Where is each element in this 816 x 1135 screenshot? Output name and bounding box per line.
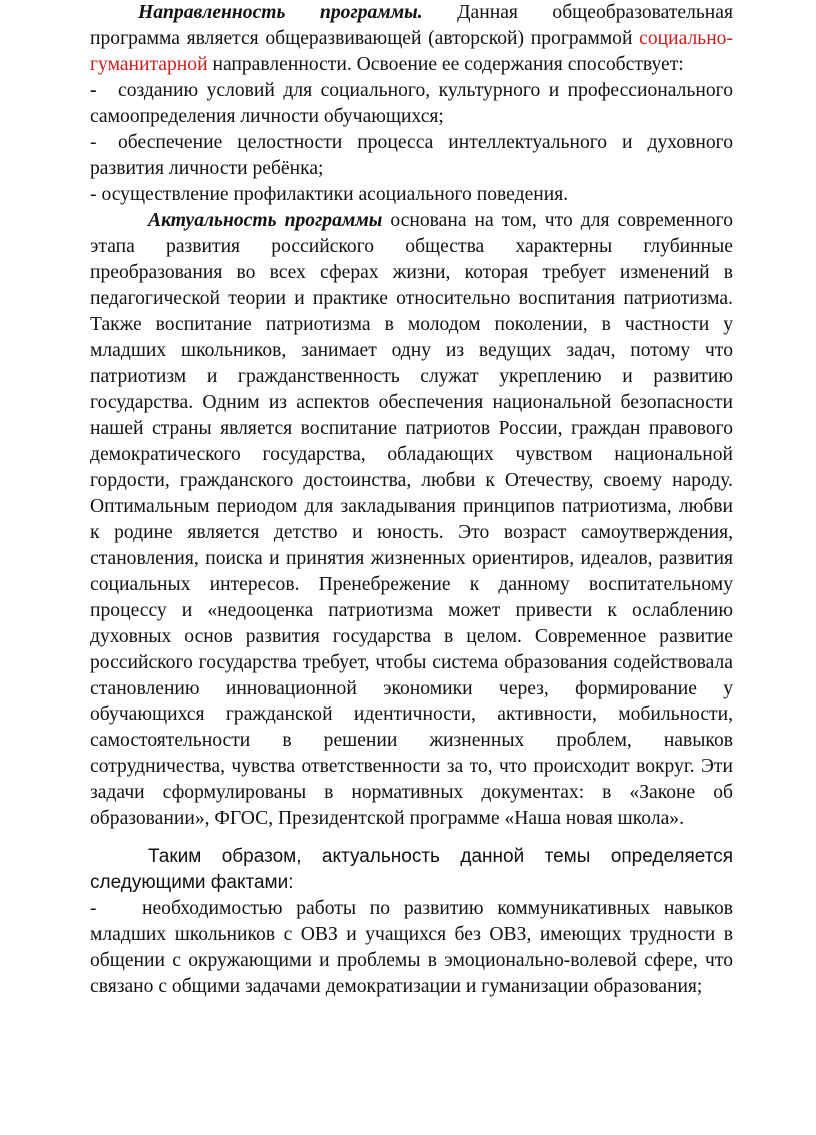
relevance-paragraph	[90, 208, 733, 832]
document-page	[90, 0, 733, 1000]
facts-item-text: необходимостью работы по развитию коммуникативных навыков младших школьников с ОВЗ и учащихся без ОВЗ, имеющих трудности в общении с окружающими и проблемы в эмоционально-волевой сфере, что связано с общими задачами демократизации и гуманизации образования;	[90, 898, 733, 997]
direction-item-text: осуществление профилактики асоциального поведения.	[101, 184, 569, 205]
direction-item-2	[90, 130, 733, 182]
direction-paragraph	[90, 0, 733, 78]
facts-intro: Таким образом, актуальность данной темы определяется следующими фактами:	[90, 846, 733, 893]
direction-text-part1: Данная общеобразовательная программа является общеразвивающей (авторской) программой	[90, 2, 733, 49]
direction-heading: Направленность программы.	[138, 2, 423, 23]
bullet-dash: -	[90, 898, 97, 919]
relevance-heading: Актуальность программы	[148, 210, 383, 231]
direction-highlight: социально-гуманитарной	[90, 28, 733, 75]
direction-item-3	[90, 182, 733, 208]
bullet-dash: -	[90, 80, 97, 101]
direction-item-text: обеспечение целостности процесса интеллектуального и духовного развития личности ребёнка;	[90, 132, 733, 179]
direction-text-part2: направленности. Освоение ее содержания способствует:	[207, 54, 684, 75]
facts-item-1	[90, 896, 733, 1000]
bullet-dash: -	[90, 184, 97, 205]
bullet-dash: -	[90, 132, 97, 153]
relevance-text: основана на том, что для современного этапа развития российского общества характерны глубинные преобразования во всех сферах жизни, которая требует изменений в педагогической теории и практике относительно воспитания патриотизма. Также воспитание патриотизма в молодом поколении, в частности у младших школьников, занимает одну из ведущих задач, потому что патриотизм и гражданственность служат укреплению и развитию государства. Одним из аспектов обеспечения национальной безопасности нашей страны является воспитание патриотов России, граждан правового демократического государства, обладающих чувством национальной гордости, гражданского достоинства, любви к Отечеству, своему народу. Оптимальным периодом для закладывания принципов патриотизма, любви к родине является детство и юность. Это возраст самоутверждения, становления, поиска и принятия жизненных ориентиров, идеалов, развития социальных интересов. Пренебрежение к данному воспитательному процессу и «недооценка патриотизма может привести к ослаблению духовных основ развития государства в целом. Современное развитие российского государства требует, чтобы система образования содействовала становлению инновационной экономики через, формирование у обучающихся гражданской идентичности, активности, мобильности, самостоятельности в решении жизненных проблем, навыков сотрудничества, чувства ответственности за то, что происходит вокруг. Эти задачи сформулированы в нормативных документах: в «Законе об образовании», ФГОС, Президентской программе «Наша новая школа».	[90, 210, 733, 829]
direction-item-1	[90, 78, 733, 130]
direction-item-text: созданию условий для социального, культурного и профессионального самоопределения личности обучающихся;	[90, 80, 733, 127]
paragraph-gap	[90, 832, 733, 844]
